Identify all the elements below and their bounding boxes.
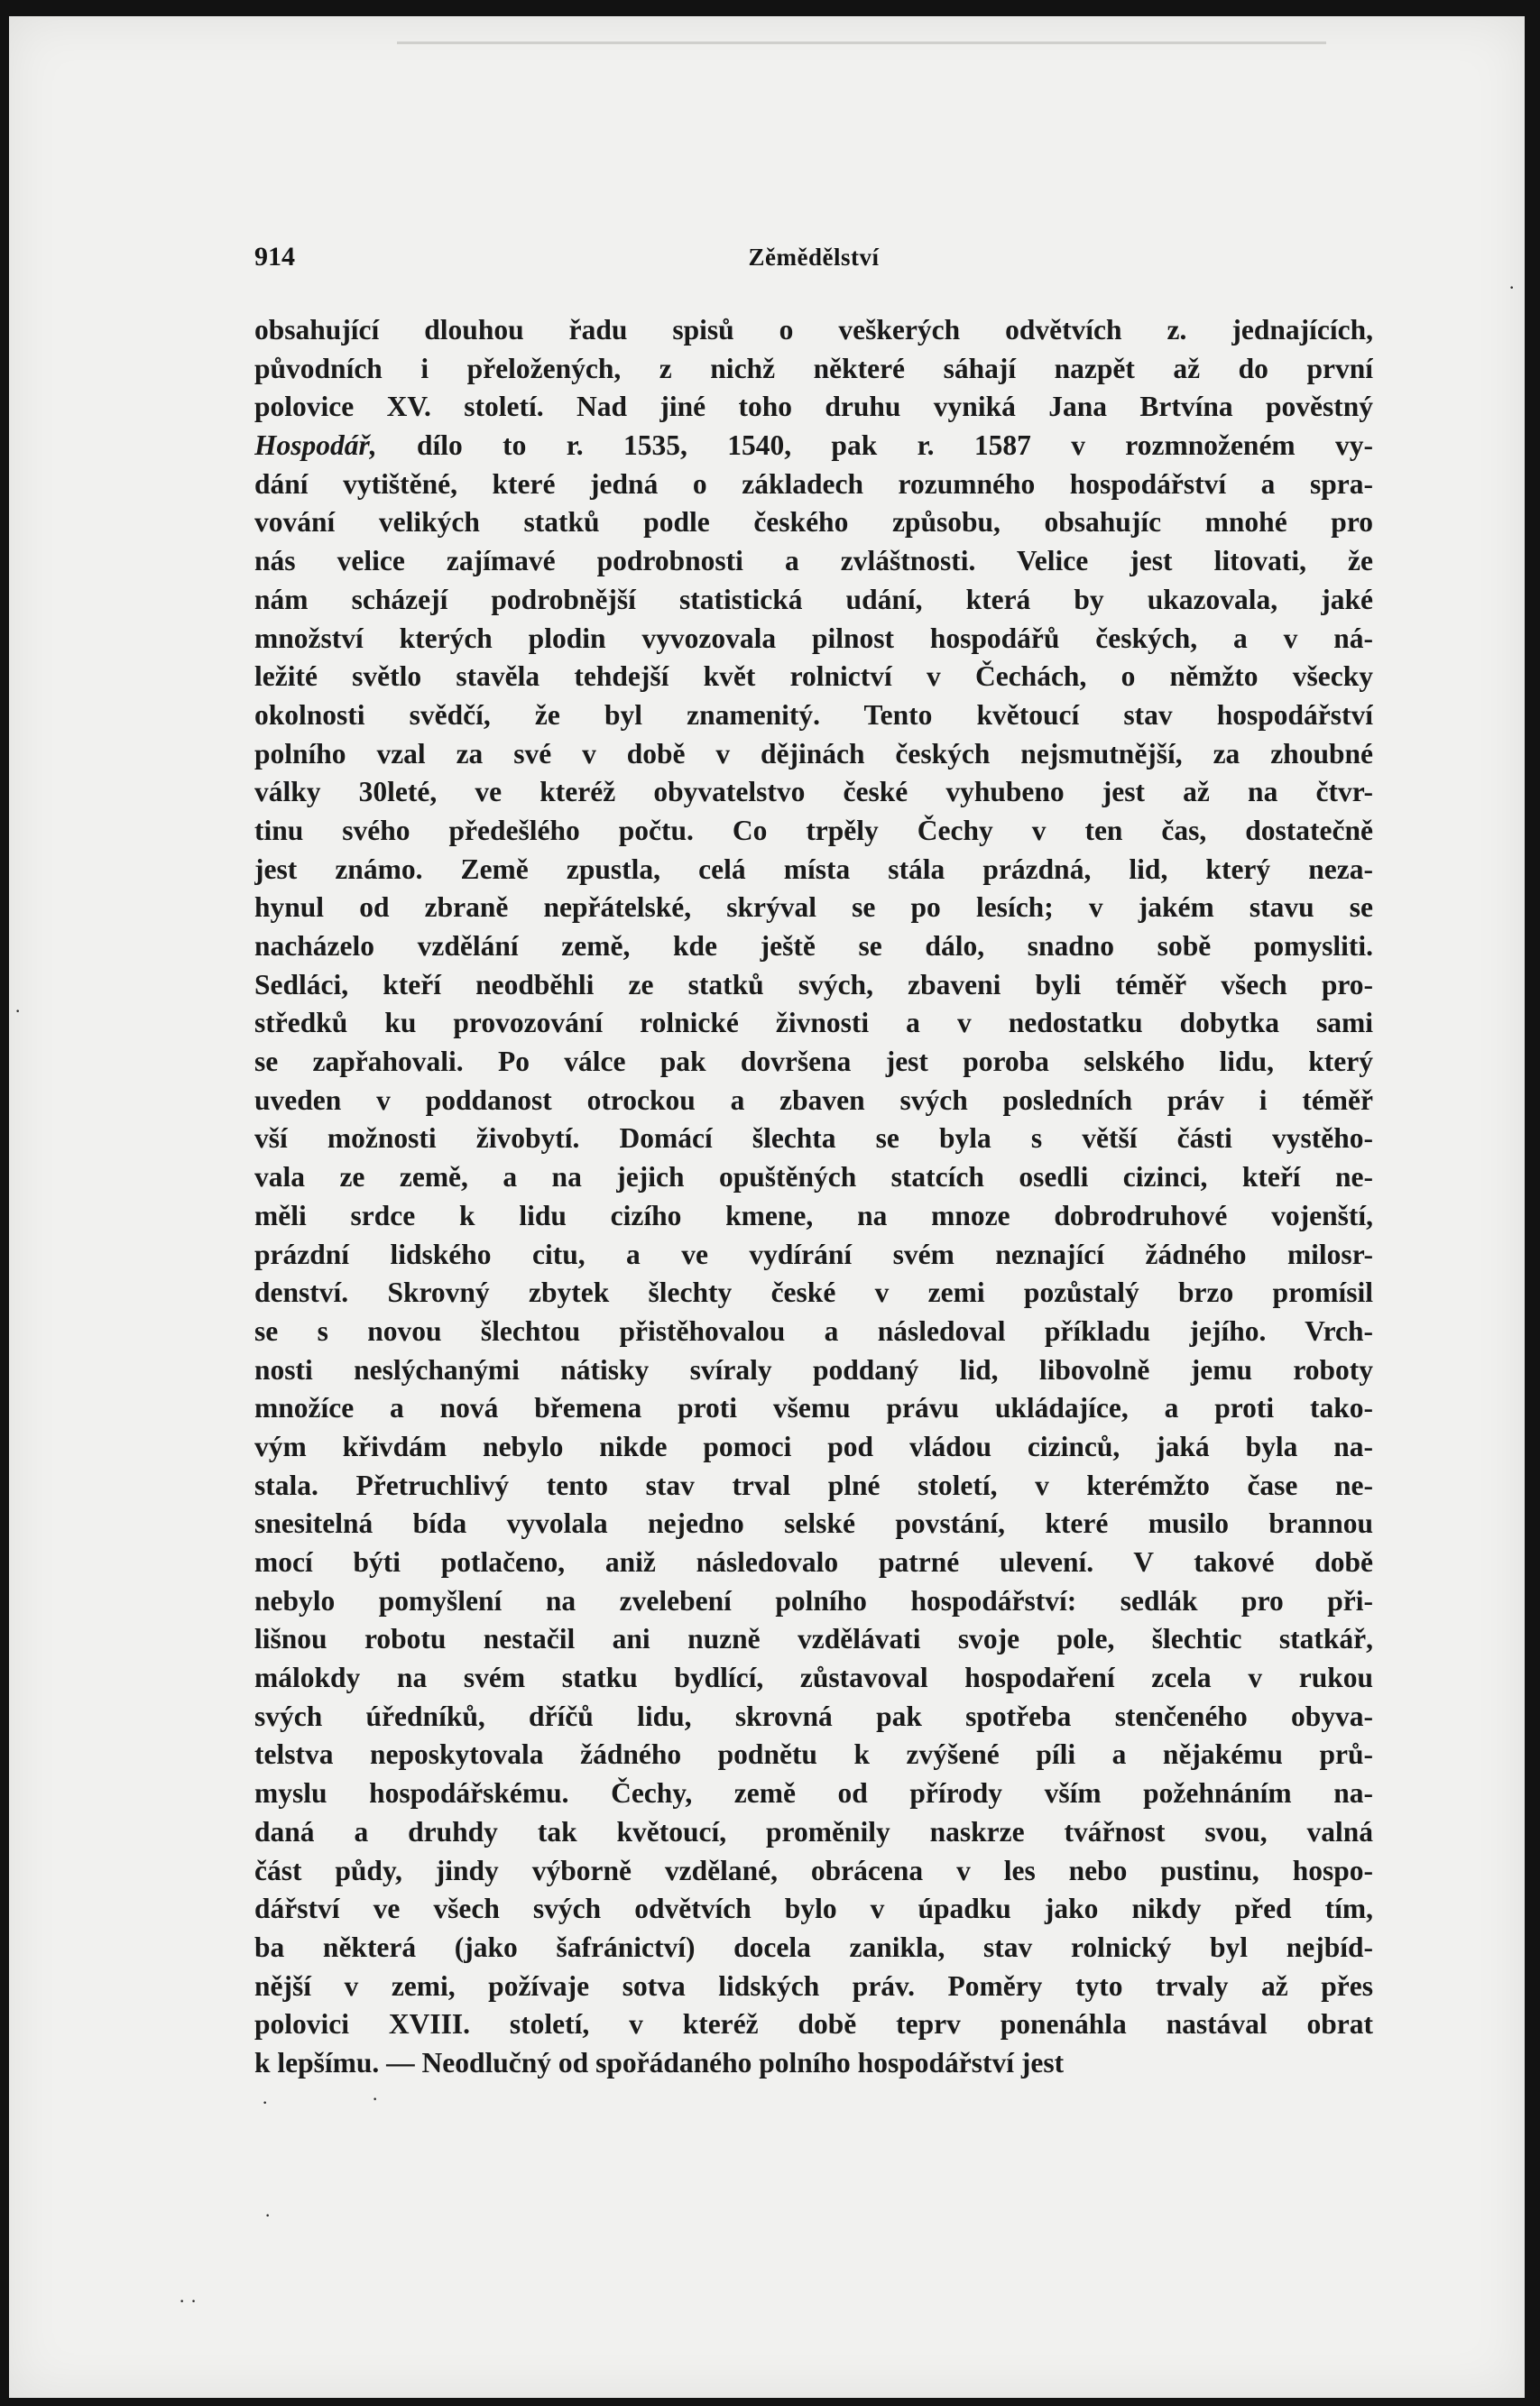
running-title: Zěmědělství	[748, 244, 880, 271]
text-line: měli srdce k lidu cizího kmene, na mnoze dobrodruhové vojenští,	[254, 1199, 1373, 1231]
text-line: ba některá (jako šafránictví) docela zanikla, stav rolnický byl nejbíd-	[254, 1931, 1373, 1963]
text-line: Sedláci, kteří neodběhli ze statků svých, zbaveni byli téměř všech pro-	[254, 968, 1373, 1000]
book-page	[9, 16, 1525, 2398]
text-line: polního vzal za své v době v dějinách českých nejsmutnější, za zhoubné	[254, 737, 1373, 770]
page-top-rule	[397, 41, 1326, 44]
text-line: tinu svého předešlého počtu. Co trpěly Čechy v ten čas, dostatečně	[254, 814, 1373, 846]
text-line: množíce a nová břemena proti všemu právu ukládajíce, a proti tako-	[254, 1392, 1373, 1424]
text-line: nosti neslýchanými nátisky svíraly poddaný lid, libovolně jemu roboty	[254, 1353, 1373, 1386]
margin-speck: ·	[1508, 276, 1516, 299]
text-line: denství. Skrovný zbytek šlechty české v zemi pozůstalý brzo promísil	[254, 1277, 1373, 1309]
margin-speck: ·	[372, 2088, 379, 2110]
page-header	[254, 242, 1373, 278]
text-line: dářství ve všech svých odvětvích bylo v úpadku jako nikdy před tím,	[254, 1893, 1373, 1925]
text-line: mocí býti potlačeno, aniž následovalo patrné ulevení. V takové době	[254, 1546, 1373, 1578]
text-line: vým křivdám nebylo nikde pomoci pod vládou cizinců, jaká byla na-	[254, 1430, 1373, 1462]
text-line: jest známo. Země zpustla, celá místa stála prázdná, lid, který neza-	[254, 853, 1373, 885]
text-line: telstva neposkytovala žádného podnětu k zvýšené píli a nějakému prů-	[254, 1738, 1373, 1771]
text-line: dání vytištěné, které jedná o základech rozumného hospodářství a spra-	[254, 467, 1373, 500]
text-line: myslu hospodářskému. Čechy, země od přírody vším požehnáním na-	[254, 1777, 1373, 1810]
text-line: množství kterých plodin vyvozovala pilnost hospodářů českých, a v ná-	[254, 622, 1373, 654]
text-line: hynul od zbraně nepřátelské, skrýval se po lesích; v jakém stavu se	[254, 891, 1373, 924]
text-line: nebylo pomyšlení na zvelebení polního hospodářství: sedlák pro při-	[254, 1584, 1373, 1617]
text-line: snesitelná bída vyvolala nejedno selské povstání, které musilo brannou	[254, 1507, 1373, 1540]
text-line: se s novou šlechtou přistěhovalou a následoval příkladu jejího. Vrch-	[254, 1314, 1373, 1347]
margin-speck: ·	[264, 2204, 272, 2226]
text-line: daná a druhdy tak květoucí, proměnily naskrze tvářnost svou, valná	[254, 1815, 1373, 1848]
text-line: prázdní lidského citu, a ve vydírání svém neznající žádného milosr-	[254, 1238, 1373, 1270]
text-line: svých úředníků, dříčů lidu, skrovná pak spotřeba stenčeného obyva-	[254, 1700, 1373, 1732]
text-line: část půdy, jindy výborně vzdělané, obrácena v les nebo pustinu, hospo-	[254, 1854, 1373, 1886]
text-line: nější v zemi, požívaje sotva lidských práv. Poměry tyto trvaly až přes	[254, 1969, 1373, 2002]
text-line: obsahující dlouhou řadu spisů o veškerých odvětvích z. jednajících,	[254, 314, 1373, 346]
text-line: vování velikých statků podle českého způsobu, obsahujíc mnohé pro	[254, 506, 1373, 539]
margin-speck: · ·	[179, 2290, 198, 2312]
body-text	[254, 311, 1373, 2083]
page-number: 914	[254, 242, 295, 272]
text-line: nás velice zajímavé podrobnosti a zvláštnosti. Velice jest litovati, že	[254, 545, 1373, 577]
text-line: okolnosti svědčí, že byl znamenitý. Tento květoucí stav hospodářství	[254, 698, 1373, 731]
text-line: stala. Přetruchlivý tento stav trval plné století, v kterémžto čase ne-	[254, 1469, 1373, 1501]
text-line: Hospodář, dílo to r. 1535, 1540, pak r. 1587 v rozmnoženém vy-	[254, 429, 1373, 462]
text-line: málokdy na svém statku bydlící, zůstavoval hospodaření zcela v rukou	[254, 1662, 1373, 1694]
text-line: původních i přeložených, z nichž některé sáhají nazpět až do první	[254, 352, 1373, 384]
text-line: polovice XV. století. Nad jiné toho druhu vyniká Jana Brtvína pověstný	[254, 391, 1373, 423]
text-line: k lepšímu. — Neodlučný od spořádaného polního hospodářství jest	[254, 2046, 1065, 2079]
text-line: ležité světlo stavěla tehdejší květ rolnictví v Čechách, o němžto všecky	[254, 660, 1373, 693]
text-line: lišnou robotu nestačil ani nuzně vzdělávati svoje pole, šlechtic statkář,	[254, 1623, 1373, 1655]
text-line: vala ze země, a na jejich opuštěných statcích osedli cizinci, kteří ne-	[254, 1161, 1373, 1194]
text-line: války 30leté, ve kteréž obyvatelstvo české vyhubeno jest až na čtvr-	[254, 776, 1373, 808]
text-line: se zapřahovali. Po válce pak dovršena jest poroba selského lidu, který	[254, 1046, 1373, 1078]
text-line: uveden v poddanost otrockou a zbaven svých posledních práv i téměř	[254, 1083, 1373, 1116]
text-line: nám scházejí podrobnější statistická udání, která by ukazovala, jaké	[254, 583, 1373, 615]
text-line: nacházelo vzdělání země, kde ještě se dálo, snadno sobě pomysliti.	[254, 930, 1373, 962]
text-line: vší možnosti živobytí. Domácí šlechta se byla s větší části vystěho-	[254, 1122, 1373, 1155]
text-line: středků ku provozování rolnické živnosti a v nedostatku dobytka sami	[254, 1007, 1373, 1039]
text-line: polovici XVIII. století, v kteréž době teprv ponenáhla nastával obrat	[254, 2008, 1373, 2041]
margin-speck: ·	[14, 1000, 22, 1022]
margin-speck: ·	[262, 2091, 269, 2114]
